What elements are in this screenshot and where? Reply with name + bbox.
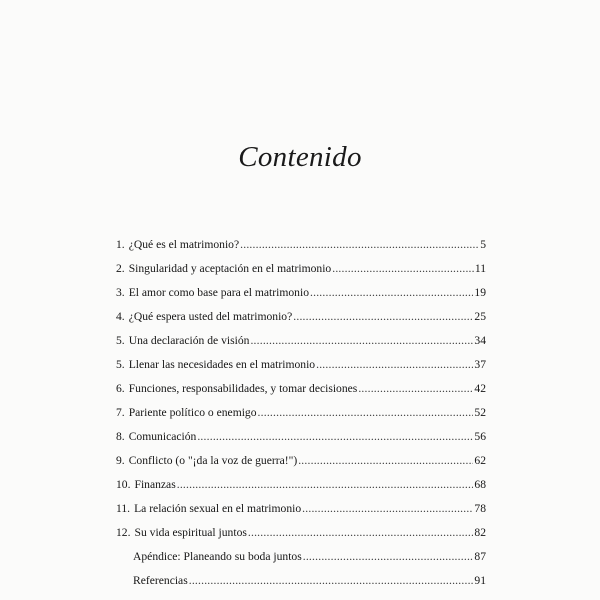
toc-dot-leader — [310, 284, 473, 302]
toc-entry-title: Conflicto (o "¡da la voz de guerra!") — [128, 454, 298, 467]
toc-entry-page: 25 — [474, 310, 486, 323]
toc-dot-leader — [177, 476, 474, 494]
toc-entry-number: 5. — [116, 358, 125, 371]
toc-entry-number: 3. — [116, 286, 125, 299]
toc-entry — [116, 500, 486, 518]
toc-entry-title: ¿Qué es el matrimonio? — [128, 238, 240, 251]
toc-entry-page: 37 — [474, 358, 486, 371]
toc-entry-page: 91 — [474, 574, 486, 587]
table-of-contents — [0, 236, 600, 586]
toc-entry-title: Llenar las necesidades en el matrimonio — [128, 358, 316, 371]
toc-dot-leader — [358, 380, 473, 398]
toc-entry-number: 8. — [116, 430, 125, 443]
toc-entry-page: 11 — [474, 262, 486, 275]
toc-dot-leader — [250, 332, 473, 350]
toc-entry — [116, 524, 486, 542]
toc-entry — [133, 548, 486, 566]
toc-entry-number: 10. — [116, 478, 131, 491]
toc-entry — [116, 332, 486, 350]
toc-dot-leader — [302, 500, 473, 518]
toc-dot-leader — [316, 356, 473, 374]
toc-entry — [116, 284, 486, 302]
toc-entry — [116, 380, 486, 398]
toc-entry-title: Apéndice: Planeando su boda juntos — [133, 550, 302, 563]
page-title: Contenido — [238, 141, 362, 173]
toc-entry-number: 12. — [116, 526, 131, 539]
toc-entry — [116, 452, 486, 470]
toc-entry — [116, 236, 486, 254]
toc-entry-number: 7. — [116, 406, 125, 419]
toc-entry-page: 56 — [474, 430, 486, 443]
toc-entry-page: 87 — [474, 550, 486, 563]
toc-dot-leader — [240, 236, 479, 254]
toc-dot-leader — [258, 404, 474, 422]
toc-entry-number: 11. — [116, 502, 131, 515]
toc-entry-number: 9. — [116, 454, 125, 467]
toc-entry — [116, 476, 486, 494]
toc-entry-page: 19 — [474, 286, 486, 299]
toc-entry — [116, 308, 486, 326]
toc-entry-page: 34 — [474, 334, 486, 347]
toc-entry-title: La relación sexual en el matrimonio — [134, 502, 302, 515]
toc-entry-title: Una declaración de visión — [128, 334, 250, 347]
toc-entry-number: 2. — [116, 262, 125, 275]
toc-entry-title: Pariente político o enemigo — [128, 406, 257, 419]
toc-dot-leader — [197, 428, 473, 446]
toc-entry-number: 4. — [116, 310, 125, 323]
toc-entry-page: 5 — [480, 238, 486, 251]
toc-dot-leader — [248, 524, 474, 542]
toc-dot-leader — [298, 452, 473, 470]
toc-entry — [133, 572, 486, 590]
toc-dot-leader — [303, 548, 474, 566]
toc-dot-leader — [189, 572, 474, 590]
toc-entry-title: El amor como base para el matrimonio — [128, 286, 309, 299]
toc-entry-title: Singularidad y aceptación en el matrimonio — [128, 262, 332, 275]
toc-entry-number: 5. — [116, 334, 125, 347]
toc-entry-title: Su vida espiritual juntos — [134, 526, 247, 539]
toc-entry-number: 1. — [116, 238, 125, 251]
toc-entry-page: 82 — [474, 526, 486, 539]
toc-dot-leader — [332, 260, 474, 278]
toc-entry — [116, 260, 486, 278]
toc-entry-title: Funciones, responsabilidades, y tomar decisiones — [128, 382, 358, 395]
toc-entry-page: 62 — [474, 454, 486, 467]
toc-entry-title: ¿Qué espera usted del matrimonio? — [128, 310, 293, 323]
toc-dot-leader — [293, 308, 473, 326]
toc-entry-page: 78 — [474, 502, 486, 515]
toc-entry-title: Comunicación — [128, 430, 197, 443]
toc-entry-page: 52 — [474, 406, 486, 419]
toc-entry-title: Finanzas — [134, 478, 176, 491]
toc-entry-page: 42 — [474, 382, 486, 395]
toc-entry — [116, 404, 486, 422]
toc-entry-number: 6. — [116, 382, 125, 395]
toc-entry — [116, 356, 486, 374]
toc-entry-page: 68 — [474, 478, 486, 491]
toc-entry-title: Referencias — [133, 574, 188, 587]
toc-entry — [116, 428, 486, 446]
